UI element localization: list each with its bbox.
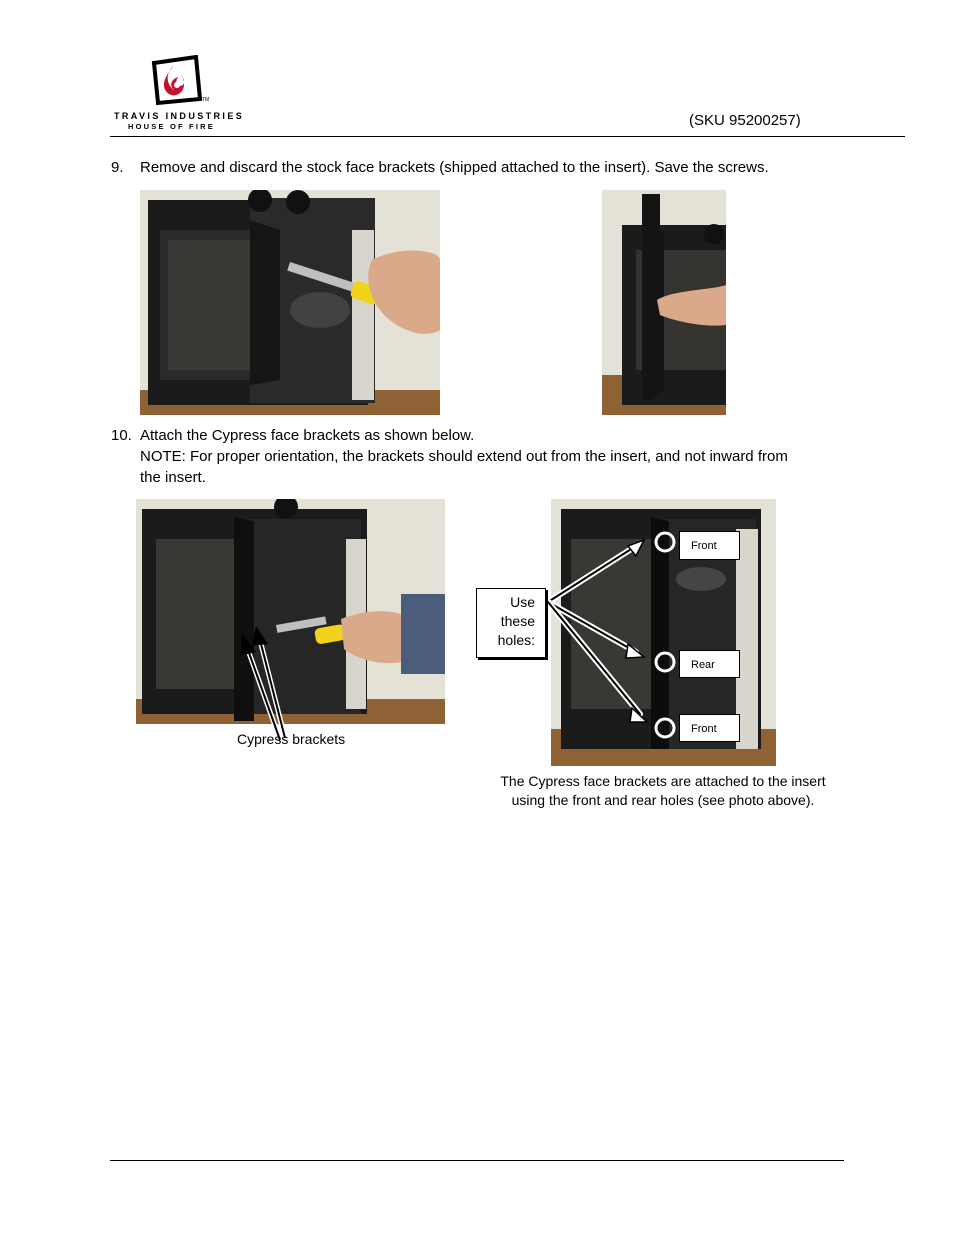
use-these-holes-line1: Use: [510, 594, 535, 610]
photo-remove-stock-bracket: [140, 190, 440, 415]
step-10-note-line1: NOTE: For proper orientation, the brackets should extend out from the insert, and not inward from: [140, 448, 788, 465]
step-10-note-line2: the insert.: [140, 469, 206, 486]
hole-pointer-arrows: [540, 520, 680, 750]
step-9-number: 9.: [111, 159, 124, 176]
rear-hole-label: Rear: [679, 650, 740, 678]
use-these-holes-line2: these: [500, 613, 535, 629]
cypress-brackets-label: Cypress brackets: [237, 731, 346, 747]
logo-trademark: TM: [202, 97, 210, 103]
photo-discarded-bracket: [602, 190, 726, 415]
figure-caption-line2: using the front and rear holes (see photo above).: [511, 792, 815, 808]
front-hole-label-bottom: Front: [679, 714, 740, 742]
figure-caption: [480, 772, 846, 810]
sku-number: (SKU 95200257): [689, 112, 801, 129]
step-10-number: 10.: [111, 427, 132, 444]
use-these-holes-line3: holes:: [497, 632, 535, 648]
step-9-text: Remove and discard the stock face brackets (shipped attached to the insert). Save the screws.: [140, 159, 769, 176]
logo-text-line2: HOUSE OF FIRE: [128, 122, 215, 131]
figure-caption-line1: The Cypress face brackets are attached to the insert: [500, 773, 826, 789]
front-hole-label-top: Front: [679, 531, 740, 560]
header-divider: [110, 136, 905, 137]
cypress-bracket-arrows: [230, 600, 310, 750]
footer-divider: [110, 1160, 844, 1161]
logo-text-line1: TRAVIS INDUSTRIES: [114, 111, 245, 121]
step-10-text-line1: Attach the Cypress face brackets as shown below.: [140, 427, 475, 444]
use-these-holes-callout: [476, 588, 546, 658]
